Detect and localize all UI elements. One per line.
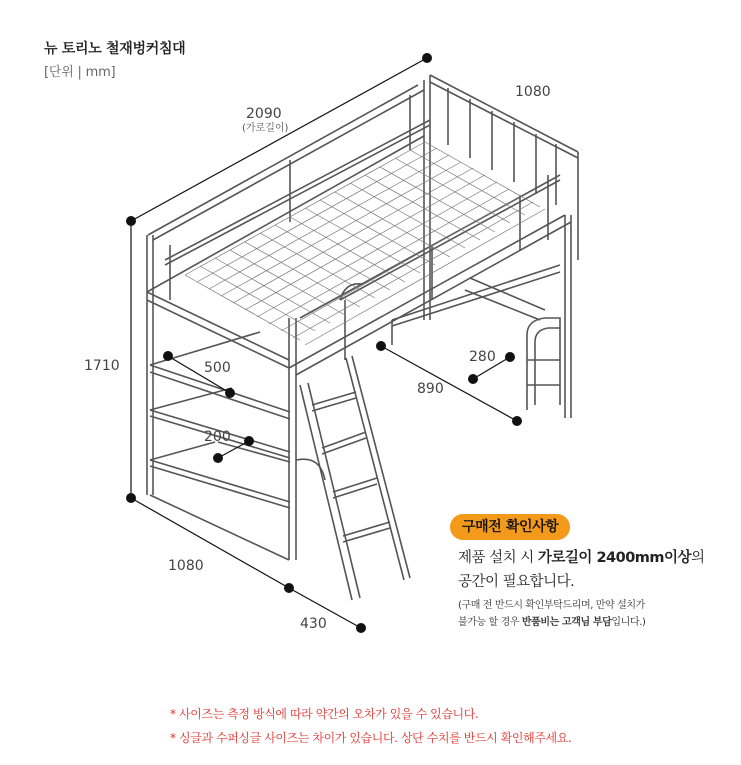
notice-line-2: 공간이 필요합니다. bbox=[458, 574, 575, 590]
notice-small-2-prefix: 불가능 할 경우 bbox=[458, 617, 522, 628]
width-top-label: 1080 bbox=[515, 84, 551, 100]
notice-line-1-bold: 가로길이 2400mm이상 bbox=[537, 550, 692, 566]
notice-line-1 bbox=[458, 546, 705, 567]
notice-small-1: (구매 전 반드시 확인부탁드리며, 만약 설치가 bbox=[458, 600, 645, 611]
notice-line-1-prefix: 제품 설치 시 bbox=[458, 550, 538, 566]
length-label: 2090 bbox=[246, 106, 282, 122]
height-label: 1710 bbox=[84, 358, 120, 374]
unit-label: [단위 | mm] bbox=[44, 65, 116, 80]
mattress-grid bbox=[185, 142, 545, 345]
notice-small-2 bbox=[458, 613, 645, 628]
notice-small-2-bold: 반품비는 고객님 부담 bbox=[521, 617, 612, 628]
ladder-depth-label: 430 bbox=[300, 616, 327, 632]
footnote-2: * 싱글과 수퍼싱글 사이즈는 차이가 있습니다. 상단 수치를 반드시 확인해주세요. bbox=[170, 731, 572, 745]
desk-width-label: 890 bbox=[417, 381, 444, 397]
footnote-1: * 사이즈는 측정 방식에 따라 약간의 오차가 있을 수 있습니다. bbox=[170, 707, 479, 721]
shelf-depth-upper-label: 500 bbox=[204, 360, 231, 376]
notice-small-2-suffix: 입니다.) bbox=[611, 617, 646, 628]
notice-badge: 구매전 확인사항 bbox=[450, 514, 570, 540]
width-bottom-label: 1080 bbox=[168, 558, 204, 574]
length-note-label: (가로길이) bbox=[242, 123, 289, 134]
product-title: 뉴 토리노 철재벙커침대 bbox=[44, 41, 186, 57]
shelf-depth-lower-label: 200 bbox=[204, 429, 231, 445]
notice-line-1-suffix: 의 bbox=[691, 550, 705, 566]
dimension-lines bbox=[131, 58, 517, 628]
desk-depth-label: 280 bbox=[469, 349, 496, 365]
